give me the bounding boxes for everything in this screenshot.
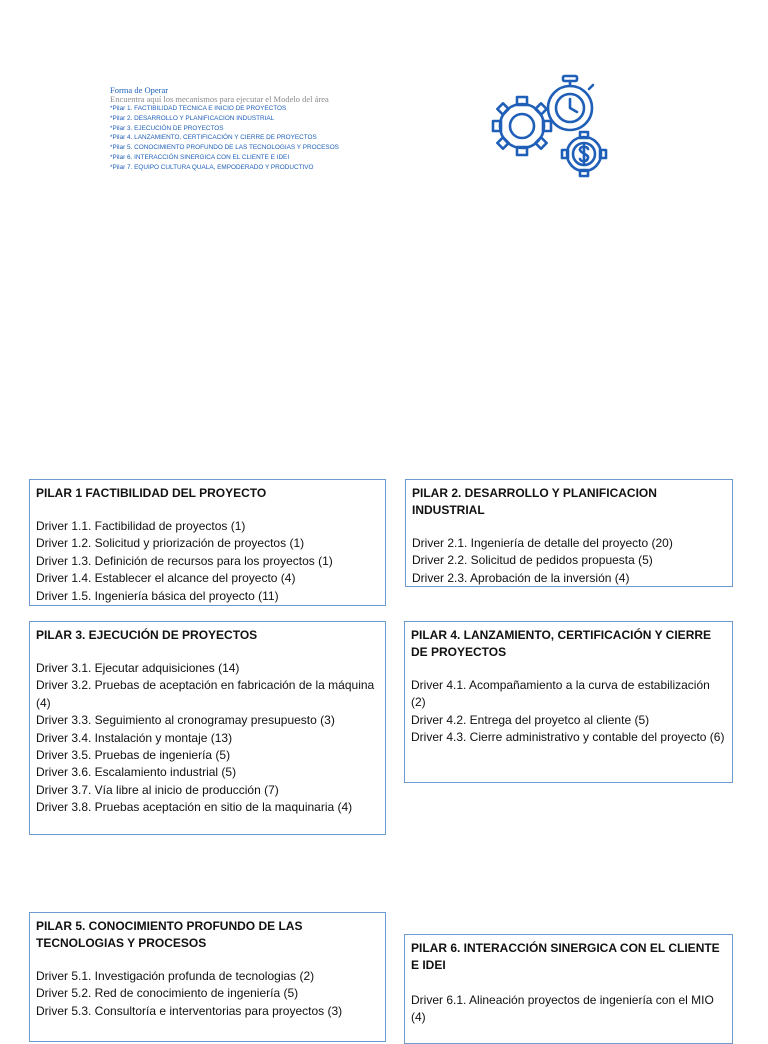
pillar-list: [110, 104, 410, 173]
driver-item: Driver 3.3. Seguimiento al cronogramay presupuesto (3): [36, 713, 335, 728]
driver-item: Driver 5.2. Red de conocimiento de ingeniería (5): [36, 986, 299, 1001]
pillar-card-title: PILAR 4. LANZAMIENTO, CERTIFICACIÓN Y CIERRE DE PROYECTOS: [411, 628, 712, 659]
pillar-card-title: PILAR 5. CONOCIMIENTO PROFUNDO DE LAS TECNOLOGIAS Y PROCESOS: [36, 919, 303, 950]
pillar-card-title: PILAR 3. EJECUCIÓN DE PROYECTOS: [36, 628, 258, 642]
dollar-gear-icon: [562, 132, 606, 176]
driver-list: [36, 968, 378, 1020]
driver-item: Driver 3.8. Pruebas aceptación en sitio de la maquinaria (4): [36, 800, 353, 815]
pillar-list-item: *Pilar 3. EJECUCIÓN DE PROYECTOS: [110, 124, 224, 132]
driver-list: [36, 518, 378, 605]
driver-list: [411, 677, 725, 747]
pillar-list-item: *Pilar 5. CONOCIMIENTO PROFUNDO DE LAS TECNOLOGIAS Y PROCESOS: [110, 144, 339, 152]
pillar-card-2: [405, 479, 733, 587]
driver-list: [36, 660, 378, 817]
driver-item: Driver 1.4. Establecer el alcance del proyecto (4): [36, 571, 296, 586]
driver-item: Driver 1.2. Solicitud y priorización de proyectos (1): [36, 536, 305, 551]
driver-list: [412, 535, 725, 587]
stopwatch-icon: [548, 76, 593, 130]
pillar-list-item: *Pilar 1. FACTIBILIDAD TECNICA E INICIO DE PROYECTOS: [110, 105, 287, 112]
pillar-card-4: [404, 621, 733, 783]
gear-icon: [493, 97, 551, 155]
driver-item: Driver 3.4. Instalación y montaje (13): [36, 730, 233, 745]
pillar-list-item: *Pilar 2. DESARROLLO Y PLANIFICACION INDUSTRIAL: [110, 114, 275, 122]
driver-item: Driver 2.2. Solicitud de pedidos propuesta (5): [412, 553, 653, 568]
driver-item: Driver 3.1. Ejecutar adquisiciones (14): [36, 661, 240, 675]
driver-item: Driver 3.7. Vía libre al inicio de producción (7): [36, 782, 279, 797]
driver-item: Driver 5.3. Consultoría e interventorias para proyectos (3): [36, 1003, 343, 1018]
pillar-list-item: *Pilar 7. EQUIPO CULTURA QUALA, EMPODERADO Y PRODUCTIVO: [110, 163, 314, 171]
operating-model-header: [110, 86, 410, 173]
pillar-card-title: PILAR 6. INTERACCIÓN SINERGICA CON EL CLIENTE E IDEI: [411, 941, 720, 972]
pillar-card-3: [29, 621, 386, 835]
gears-stopwatch-money-icon: [490, 72, 614, 184]
driver-item: Driver 1.5. Ingeniería básica del proyecto (11): [36, 588, 279, 603]
pillar-card-title: PILAR 1 FACTIBILIDAD DEL PROYECTO: [36, 486, 267, 500]
driver-item: Driver 1.3. Definición de recursos para los proyectos (1): [36, 553, 333, 568]
driver-item: Driver 1.1. Factibilidad de proyectos (1): [36, 519, 246, 533]
driver-item: Driver 5.1. Investigación profunda de tecnologias (2): [36, 969, 315, 983]
driver-item: Driver 3.5. Pruebas de ingeniería (5): [36, 748, 231, 763]
driver-item: Driver 2.3. Aprobación de la inversión (4): [412, 570, 630, 585]
driver-item: Driver 4.1. Acompañamiento a la curva de estabilización (2): [411, 678, 710, 710]
pillar-card-1: [29, 479, 386, 606]
driver-list: [411, 992, 725, 1027]
pillar-list-item: *Pilar 4. LANZAMIENTO, CERTIFICACIÓN Y CIERRE DE PROYECTOS: [110, 134, 317, 142]
driver-item: Driver 4.2. Entrega del proyetco al cliente (5): [411, 712, 650, 727]
header-title: Forma de Operar: [110, 85, 169, 95]
pillar-card-title: PILAR 2. DESARROLLO Y PLANIFICACION INDUSTRIAL: [412, 486, 657, 517]
pillar-card-6: [404, 934, 733, 1044]
driver-item: Driver 4.3. Cierre administrativo y contable del proyecto (6): [411, 730, 725, 745]
driver-item: Driver 3.6. Escalamiento industrial (5): [36, 765, 237, 780]
header-subtitle: Encuentra aquí los mecanismos para ejecutar el Modelo del área: [110, 94, 329, 104]
driver-item: Driver 3.2. Pruebas de aceptación en fabricación de la máquina (4): [36, 678, 375, 710]
driver-item: Driver 6.1. Alineación proyectos de ingeniería con el MIO (4): [411, 993, 714, 1025]
driver-item: Driver 2.1. Ingeniería de detalle del proyecto (20): [412, 536, 673, 550]
pillar-list-item: *Pilar 6. INTERACCIÓN SINERGICA CON EL CLIENTE E IDEI: [110, 153, 290, 161]
pillar-card-5: [29, 912, 386, 1042]
